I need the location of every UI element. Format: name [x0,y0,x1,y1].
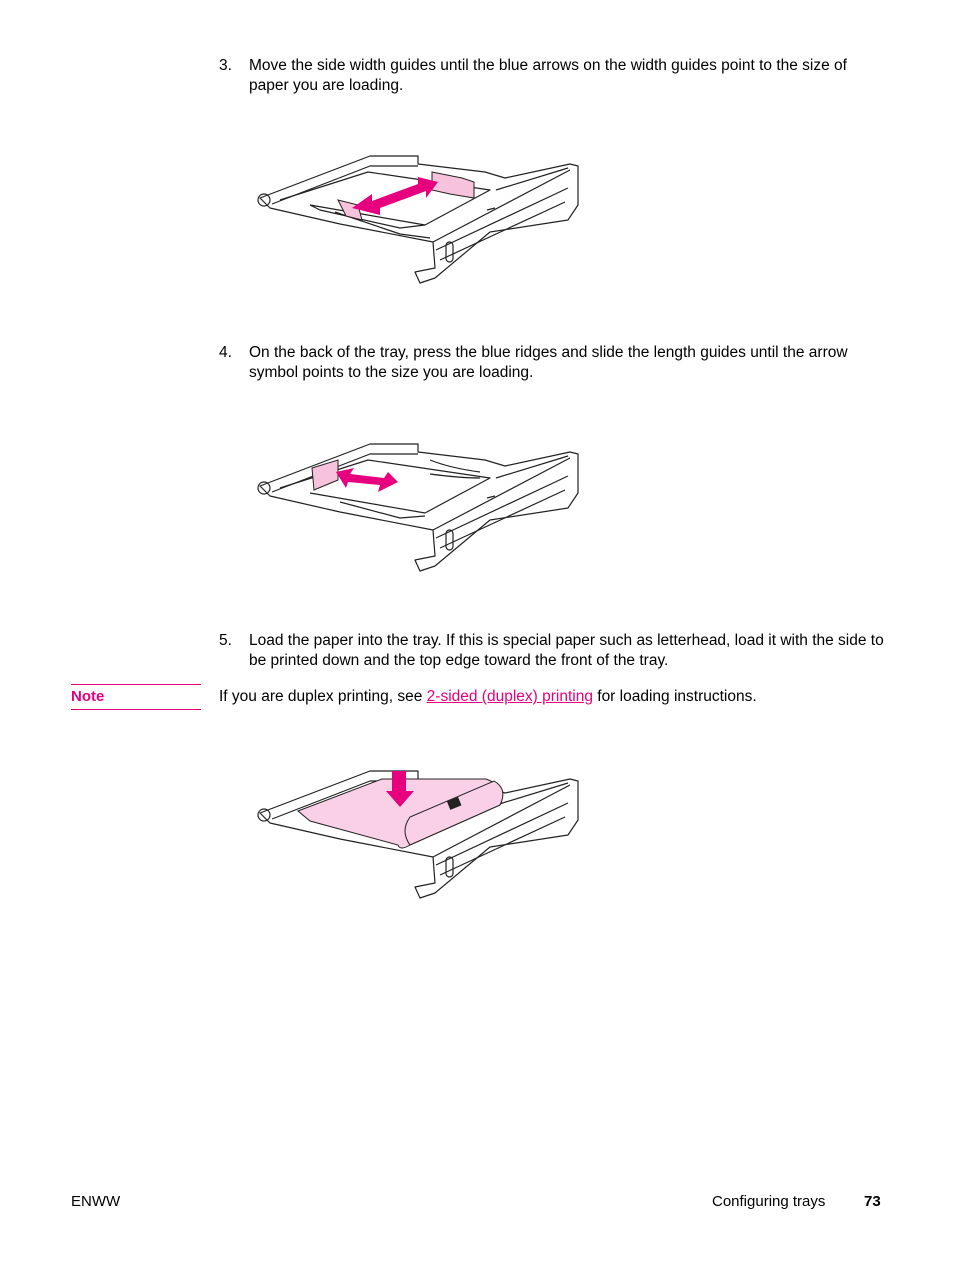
note-text [219,687,757,707]
step-number: 5. [219,632,232,649]
step-text: Load the paper into the tray. If this is special paper such as letterhead, load it with the side to be printed down and the top edge toward the front of the tray. [249,632,884,669]
footer-section-title: Configuring trays [712,1193,826,1210]
step-text: On the back of the tray, press the blue ridges and slide the length guides until the arrow symbol points to the size you are loading. [249,344,848,381]
step-3 [219,56,884,96]
note-label: Note [71,684,201,710]
duplex-printing-link[interactable]: 2-sided (duplex) printing [426,688,593,705]
step-number: 4. [219,344,232,361]
step-5 [219,631,884,671]
tray-length-guides-illustration [250,438,590,578]
tray-load-paper-illustration [250,765,590,905]
step-4 [219,343,884,383]
step-number: 3. [219,57,232,74]
note-text-before: If you are duplex printing, see [219,688,427,705]
footer-doc-id: ENWW [71,1193,121,1210]
double-arrow-icon [352,177,438,215]
step-text: Move the side width guides until the blue arrows on the width guides point to the size of paper you are loading. [249,57,847,94]
note-text-after: for loading instructions. [592,688,757,705]
tray-width-guides-illustration [250,150,590,290]
double-arrow-icon [336,468,398,492]
footer-page-number: 73 [864,1193,881,1210]
